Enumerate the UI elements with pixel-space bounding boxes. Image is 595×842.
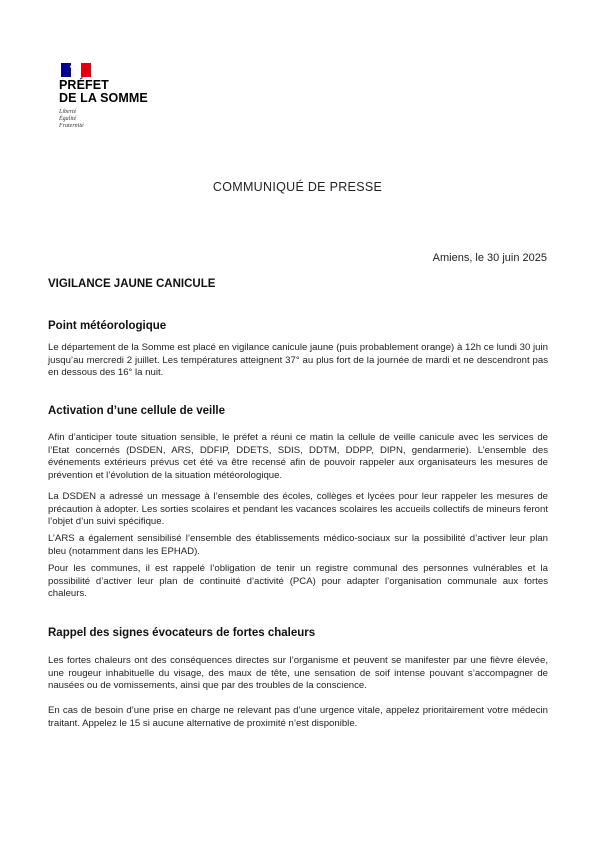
logo-title-line-2: DE LA SOMME xyxy=(59,91,148,105)
paragraph-veille-1: Afin d’anticiper toute situation sensible, le préfet a réuni ce matin la cellule de veille canicule avec les services de l’Etat concernés (DSDEN, ARS, DDFIP, DDETS, SDIS, DDTM, DDPP, DIPN, gendarmerie). L’ensemble des événements extérieurs prévus cet été va être recensé afin de pouvoir rappeler aux organisateurs les mesures de prévention et l’évolution de la situation météorologique. xyxy=(48,432,548,481)
marianne-flag-graphic xyxy=(61,63,91,77)
motto-liberte: Liberté xyxy=(59,109,77,115)
paragraph-veille-4: Pour les communes, il est rappelé l’obligation de tenir un registre communal des personnes vulnérables et la possibilité d’activer leur plan de continuité d’activité (PCA) pour adapter l’organisation communale aux fortes chaleurs. xyxy=(48,563,548,599)
prefecture-logo xyxy=(56,57,156,137)
republic-motto xyxy=(59,109,84,130)
logo-title xyxy=(59,79,148,105)
motto-fraternite: Fraternité xyxy=(59,123,84,129)
paragraph-veille-3: L’ARS a également sensibilisé l’ensemble des établissements médico-sociaux sur la possibilité d’activer leur plan bleu (notamment dans les EPHAD). xyxy=(48,533,548,557)
heading-veille: Activation d’une cellule de veille xyxy=(48,405,226,417)
document-title: COMMUNIQUÉ DE PRESSE xyxy=(212,180,383,194)
motto-egalite: Égalité xyxy=(59,116,77,122)
date-line: Amiens, le 30 juin 2025 xyxy=(432,252,547,264)
heading-signes: Rappel des signes évocateurs de fortes chaleurs xyxy=(48,627,316,639)
paragraph-signes-2: En cas de besoin d’une prise en charge ne relevant pas d’une urgence vitale, appelez prioritairement votre médecin traitant. Appelez le 15 si aucune alternative de proximité n’est disponible. xyxy=(48,705,548,729)
logo-title-line-1: PRÉFET xyxy=(59,78,109,92)
paragraph-veille-2: La DSDEN a adressé un message à l’ensemble des écoles, collèges et lycées pour leur rappeler les mesures de précaution à adopter. Les sorties scolaires et pendant les vacances scolaires les accueils collectifs de mineurs feront l’objet d’un suivi spécifique. xyxy=(48,491,548,527)
paragraph-meteo: Le département de la Somme est placé en vigilance canicule jaune (puis probablement orange) à 12h ce lundi 30 juin jusqu’au mercredi 2 juillet. Les températures atteignent 37° au plus fort de la journée de mardi et ne descendront pas en dessous des 16° la nuit. xyxy=(48,342,548,378)
marianne-flag-icon xyxy=(61,63,91,77)
heading-meteo: Point météorologique xyxy=(48,320,167,332)
main-title: VIGILANCE JAUNE CANICULE xyxy=(48,278,216,290)
paragraph-signes-1: Les fortes chaleurs ont des conséquences directes sur l’organisme et peuvent se manifester par une fièvre élevée, une rougeur inhabituelle du visage, des maux de tête, une sensation de soif intense pouvant s’accompagner de nausées ou de vomissements, ainsi que par des troubles de la conscience. xyxy=(48,655,548,691)
